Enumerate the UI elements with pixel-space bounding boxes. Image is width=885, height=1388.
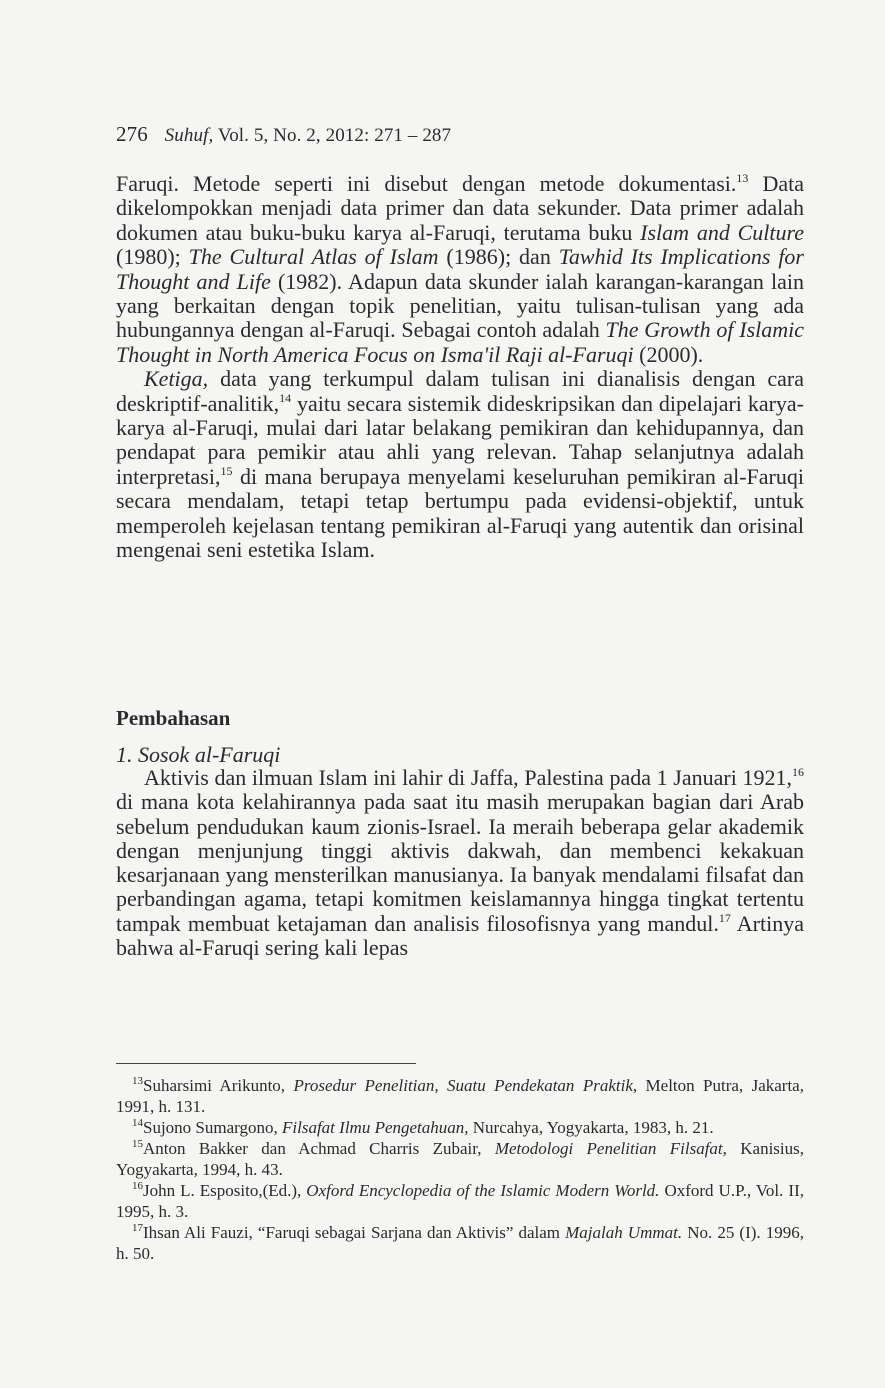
footnote-ref: 13 — [736, 171, 749, 185]
text-run: (1986); dan — [438, 244, 559, 270]
book-title: The Cultural Atlas of Islam — [188, 244, 439, 270]
text-run: (1982). Adapun data skunder ialah karangan-karangan lain yang berkaitan dengan topik penelitian, yaitu tulisan-tulisan yang ada hubungannya dengan al-Faruqi. Sebagai contoh adalah — [116, 268, 804, 343]
paragraph-method — [116, 172, 804, 367]
footnote-number: 15 — [132, 1138, 143, 1150]
footnote-text: No. 25 (I). 1996, h. 50. — [116, 1223, 804, 1263]
text-run: Artinya bahwa al-Faruqi sering kali lepas — [116, 910, 804, 961]
footnote-text: Melton Putra, Jakarta, 1991, h. 131. — [116, 1076, 804, 1116]
footnote-text: Oxford U.P., Vol. II, 1995, h. 3. — [116, 1181, 804, 1221]
text-run: Data dikelompokkan menjadi data primer dan data sekunder. Data primer adalah dokumen atau buku-buku karya al-Faruqi, terutama buku — [116, 171, 804, 245]
footnote-ref: 14 — [279, 390, 292, 405]
footnote-number: 17 — [132, 1222, 143, 1234]
footnote-title: Oxford Encyclopedia of the Islamic Modern World. — [306, 1181, 660, 1200]
lead-word: Ketiga, — [144, 366, 209, 392]
body-text-bottom — [116, 766, 804, 960]
section-heading: Pembahasan — [116, 706, 231, 730]
text-run: (2000). — [633, 341, 704, 367]
footnote — [116, 1222, 804, 1264]
footnote-text: Ihsan Ali Fauzi, “Faruqi sebagai Sarjana dan Aktivis” dalam — [143, 1223, 566, 1242]
footnote-number: 13 — [132, 1075, 143, 1087]
paragraph-biography — [116, 766, 804, 960]
footnote-title: Prosedur Penelitian, Suatu Pendekatan Praktik, — [293, 1076, 638, 1095]
footnote-text: John L. Esposito,(Ed.), — [143, 1181, 307, 1200]
text-run: data yang terkumpul dalam tulisan ini dianalisis dengan cara deskriptif-analitik, — [116, 366, 804, 416]
book-title: Tawhid Its Implications for Thought and Life — [116, 244, 804, 294]
footnote-title: Filsafat Ilmu Pengetahuan, — [282, 1118, 469, 1137]
footnote-divider — [116, 1063, 416, 1064]
footnote — [116, 1180, 804, 1222]
footnote-ref: 17 — [718, 910, 731, 925]
footnote-text: Sujono Sumargono, — [143, 1118, 283, 1137]
paragraph-analysis — [116, 367, 804, 562]
journal-citation: Vol. 5, No. 2, 2012: 271 – 287 — [217, 125, 452, 146]
footnotes — [116, 1075, 804, 1264]
body-text-top — [116, 172, 804, 563]
subsection-heading: 1. Sosok al-Faruqi — [116, 742, 281, 767]
footnote — [116, 1117, 804, 1138]
text-run: (1980); — [116, 244, 189, 270]
footnote — [116, 1075, 804, 1117]
text-run: Aktivis dan ilmuan Islam ini lahir di Jaffa, Palestina pada 1 Januari 1921, — [144, 765, 792, 790]
book-title: The Growth of Islamic Thought in North America Focus on Isma'il Raji al-Faruqi — [116, 317, 805, 367]
book-title: Islam and Culture — [640, 219, 804, 245]
footnote — [116, 1138, 804, 1180]
footnote-number: 16 — [132, 1180, 143, 1192]
footnote-title: Majalah Ummat. — [565, 1223, 683, 1242]
text-run: di mana berupaya menyelami keseluruhan pemikiran al-Faruqi secara mendalam, tetapi tetap bertumpu pada evidensi-objektif, untuk memperoleh kejelasan tentang pemikiran al-Faruqi yang autentik dan orisinal mengenai seni estetika Islam. — [116, 463, 804, 563]
footnote-text: Anton Bakker dan Achmad Charris Zubair, — [143, 1139, 495, 1158]
footnote-ref: 16 — [792, 765, 804, 779]
page-number: 276 — [116, 122, 148, 146]
text-run: di mana kota kelahirannya pada saat itu masih merupakan bagian dari Arab sebelum pendudukan kaum zionis-Israel. Ia meraih beberapa gelar akademik dengan menjunjung tinggi aktivis dakwah, dan membenci kekakuan kesarjanaan yang mensterilkan manusianya. Ia banyak mendalami filsafat dan perbandingan agama, tetapi komitmen keislamannya hingga tingkat tertentu tampak membuat ketajaman dan analisis filosofisnya yang mandul. — [116, 789, 804, 936]
text-run: yaitu secara sistemik dideskripsikan dan dipelajari karya-karya al-Faruqi, mulai dari latar belakang pemikiran dan kehidupannya, dan pendapat para pemikir atau ahli yang relevan. Tahap selanjutnya adalah interpretasi, — [116, 390, 804, 489]
footnote-title: Metodologi Penelitian Filsafat, — [494, 1139, 727, 1158]
footnote-ref: 15 — [220, 463, 233, 478]
journal-name: Suhuf, — [164, 125, 214, 146]
footnote-text: Suharsimi Arikunto, — [143, 1076, 294, 1095]
running-header — [116, 122, 451, 147]
footnote-number: 14 — [132, 1117, 143, 1129]
footnote-text: Kanisius, Yogyakarta, 1994, h. 43. — [116, 1139, 805, 1179]
footnote-text: Nurcahya, Yogyakarta, 1983, h. 21. — [468, 1118, 714, 1137]
text-run: Faruqi. Metode seperti ini disebut dengan metode dokumentasi. — [116, 171, 737, 196]
